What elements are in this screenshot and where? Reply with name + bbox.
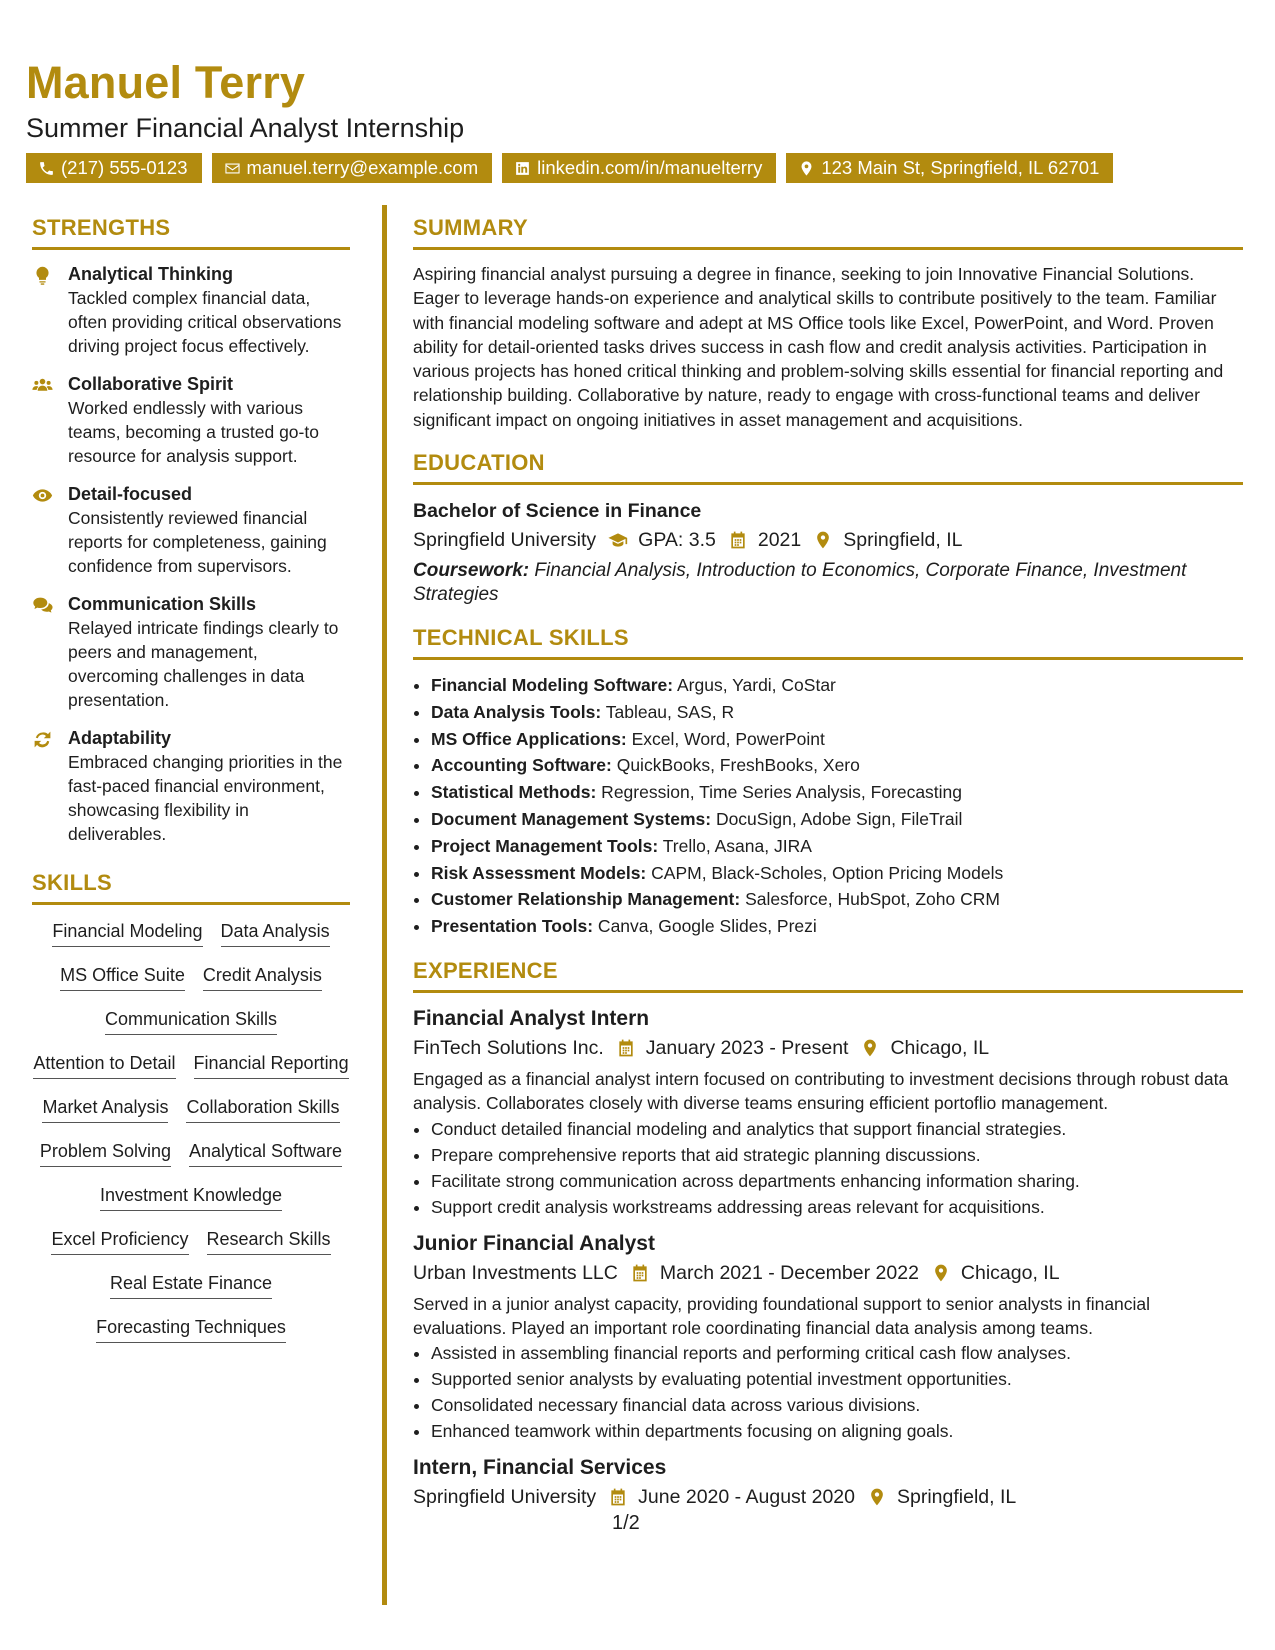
list-item (431, 752, 1243, 779)
skill-tag: Financial Modeling (52, 919, 202, 947)
calendar-icon (728, 530, 748, 550)
sync-icon (32, 729, 53, 750)
job-dates: June 2020 - August 2020 (638, 1486, 855, 1509)
target-position: Summer Financial Analyst Internship (26, 112, 465, 143)
strength-desc: Embraced changing priorities in the fast-paced financial environment, showcasing flexibility in deliverables. (68, 752, 343, 844)
tech-value: QuickBooks, FreshBooks, Xero (611, 755, 860, 776)
job-entry (413, 1230, 1243, 1445)
strength-desc: Tackled complex financial data, often providing critical observations driving project focus effectively. (68, 288, 342, 356)
strength-desc: Worked endlessly with various teams, becoming a trusted go-to resource for analysis support. (68, 398, 319, 466)
coursework (413, 559, 1243, 607)
skill-tag: Analytical Software (189, 1139, 342, 1167)
experience-section (413, 958, 1243, 1512)
tech-value: Regression, Time Series Analysis, Forecasting (596, 782, 963, 803)
strengths-heading: STRENGTHS (32, 215, 171, 240)
tech-label: Project Management Tools: (431, 835, 659, 856)
comments-icon (32, 595, 53, 616)
technical-skills-heading: TECHNICAL SKILLS (413, 625, 629, 651)
linkedin-text: linkedin.com/in/manuelterry (537, 157, 763, 179)
list-item (431, 913, 1243, 940)
eye-icon (32, 485, 53, 506)
job-entry (413, 1005, 1243, 1220)
list-item (431, 779, 1243, 806)
section-rule (32, 247, 350, 250)
envelope-icon (224, 160, 241, 177)
linkedin-icon (514, 160, 531, 177)
experience-heading: EXPERIENCE (413, 958, 558, 984)
address-text: 123 Main St, Springfield, IL 62701 (821, 157, 1100, 179)
skill-tag: Problem Solving (40, 1139, 171, 1167)
strength-item (32, 592, 350, 712)
section-rule (413, 657, 1243, 660)
skill-tag: Excel Proficiency (51, 1227, 188, 1255)
skills-section (32, 870, 350, 1343)
list-item: • Supported senior analysts by evaluating potential investment opportunities. (431, 1366, 1243, 1392)
contact-address[interactable] (786, 153, 1113, 183)
skill-tag: Forecasting Techniques (96, 1315, 286, 1343)
company-name: Springfield University (413, 1486, 597, 1509)
strength-title: Detail-focused (68, 484, 193, 504)
list-item: • Facilitate strong communication across departments enhancing information sharing. (431, 1168, 1243, 1194)
technical-skills-list (413, 672, 1243, 940)
list-item (431, 886, 1243, 913)
job-bullets (413, 1340, 1243, 1444)
tech-value: Tableau, SAS, R (601, 701, 735, 722)
tech-label: Customer Relationship Management: (431, 889, 741, 910)
location-pin-icon (860, 1038, 880, 1058)
skills-list (32, 917, 350, 1343)
skill-tag: Real Estate Finance (110, 1271, 272, 1299)
job-bullets (413, 1116, 1243, 1220)
right-column (413, 215, 1243, 1530)
column-divider (382, 205, 387, 1605)
job-title: Junior Financial Analyst (413, 1231, 655, 1255)
company-name: FinTech Solutions Inc. (413, 1037, 604, 1060)
skill-tag: Credit Analysis (203, 963, 322, 991)
lightbulb-icon (32, 265, 53, 286)
coursework-label: Coursework: (413, 560, 530, 582)
tech-label: Presentation Tools: (431, 916, 594, 937)
tech-label: Risk Assessment Models: (431, 862, 647, 883)
tech-label: Data Analysis Tools: (431, 701, 602, 722)
list-item (431, 699, 1243, 726)
summary-section (413, 215, 1243, 432)
strength-item (32, 726, 350, 846)
contact-phone[interactable] (26, 153, 202, 183)
skill-tag: MS Office Suite (60, 963, 185, 991)
list-item (431, 860, 1243, 887)
strength-title: Adaptability (68, 728, 172, 748)
skill-tag: Communication Skills (105, 1007, 277, 1035)
job-dates: March 2021 - December 2022 (659, 1261, 919, 1284)
skill-tag: Collaboration Skills (186, 1095, 339, 1123)
skill-tag: Attention to Detail (33, 1051, 175, 1079)
tech-value: Canva, Google Slides, Prezi (593, 916, 817, 937)
skills-heading: SKILLS (32, 870, 113, 895)
school-location: Springfield, IL (843, 529, 963, 552)
education-heading: EDUCATION (413, 450, 545, 476)
list-item: • Support credit analysis workstreams addressing areas relevant for acquisitions. (431, 1194, 1243, 1220)
page-number: 1/2 (612, 1512, 640, 1534)
users-icon (32, 375, 53, 396)
phone-icon (38, 160, 55, 177)
strength-title: Collaborative Spirit (68, 374, 234, 394)
job-location: Springfield, IL (897, 1486, 1017, 1509)
location-pin-icon (931, 1263, 951, 1283)
location-pin-icon (867, 1487, 887, 1507)
strength-title: Communication Skills (68, 594, 257, 614)
strength-item (32, 372, 350, 468)
list-item (431, 726, 1243, 753)
phone-text: (217) 555-0123 (61, 157, 188, 179)
company-name: Urban Investments LLC (413, 1261, 618, 1284)
graduation-year: 2021 (757, 529, 802, 552)
list-item: • Conduct detailed financial modeling and analytics that support financial strategies. (431, 1116, 1243, 1142)
skill-tag: Investment Knowledge (100, 1183, 282, 1211)
tech-value: Argus, Yardi, CoStar (673, 675, 836, 696)
job-location: Chicago, IL (960, 1261, 1060, 1284)
job-description: Served in a junior analyst capacity, providing foundational support to senior analysts in financial evaluations. Played an important role coordinating financial data analysis among teams. (413, 1293, 1151, 1338)
calendar-icon (608, 1487, 628, 1507)
school-name: Springfield University (413, 529, 597, 552)
tech-value: Salesforce, HubSpot, Zoho CRM (740, 889, 1000, 910)
technical-skills-section (413, 625, 1243, 940)
strength-item (32, 482, 350, 578)
tech-label: Statistical Methods: (431, 782, 597, 803)
list-item (431, 833, 1243, 860)
list-item: • Consolidated necessary financial data across various divisions. (431, 1392, 1243, 1418)
job-meta (413, 1258, 1243, 1288)
skill-tag: Financial Reporting (194, 1051, 349, 1079)
section-rule (413, 247, 1243, 250)
job-dates: January 2023 - Present (645, 1037, 849, 1060)
skill-tag: Market Analysis (42, 1095, 168, 1123)
job-title: Intern, Financial Services (413, 1456, 667, 1480)
location-pin-icon (798, 160, 815, 177)
education-meta (413, 525, 1243, 555)
tech-label: MS Office Applications: (431, 728, 627, 749)
strength-desc: Consistently reviewed financial reports for completeness, gaining confidence from supervisors. (68, 508, 327, 576)
tech-label: Financial Modeling Software: (431, 675, 674, 696)
gpa: GPA: 3.5 (638, 529, 716, 552)
left-column (32, 215, 350, 1343)
calendar-icon (616, 1038, 636, 1058)
graduation-cap-icon (608, 530, 628, 550)
strength-title: Analytical Thinking (68, 264, 234, 284)
list-item: • Assisted in assembling financial reports and performing critical cash flow analyses. (431, 1340, 1243, 1366)
tech-value: DocuSign, Adobe Sign, FileTrail (711, 809, 963, 830)
contact-email[interactable] (212, 153, 493, 183)
calendar-icon (630, 1263, 650, 1283)
job-entry (413, 1454, 1243, 1512)
list-item (431, 806, 1243, 833)
list-item: • Enhanced teamwork within departments focusing on aligning goals. (431, 1418, 1243, 1444)
contact-linkedin[interactable] (502, 153, 776, 183)
job-title: Financial Analyst Intern (413, 1007, 650, 1031)
education-section (413, 450, 1243, 607)
resume-header (26, 58, 1246, 183)
section-rule (413, 482, 1243, 485)
coursework-list: Financial Analysis, Introduction to Economics, Corporate Finance, Investment Strategies (413, 560, 1187, 606)
section-rule (413, 990, 1243, 993)
list-item: • Prepare comprehensive reports that aid strategic planning discussions. (431, 1142, 1243, 1168)
tech-value: Excel, Word, PowerPoint (626, 728, 825, 749)
contact-bar (26, 153, 1246, 183)
summary-heading: SUMMARY (413, 215, 528, 240)
job-location: Chicago, IL (890, 1037, 990, 1060)
email-text: manuel.terry@example.com (246, 157, 479, 179)
tech-label: Document Management Systems: (431, 809, 712, 830)
summary-text: Aspiring financial analyst pursuing a degree in finance, seeking to join Innovative Financial Solutions. Eager to leverage hands-on experience and analytical skills to contribute positively to the team. Familiar with financial modeling software and adept at MS Office tools like Excel, PowerPoint, and Word. Proven ability for detail-oriented tasks drives success in cash flow and credit analysis activities. Participation in various projects has honed critical thinking and problem-solving skills essential for financial reporting and relationship building. Collaborative by nature, ready to engage with cross-functional teams and deliver significant impact on ongoing initiatives in asset management and acquisitions. (413, 264, 1224, 430)
job-meta (413, 1033, 1243, 1063)
strengths-section (32, 215, 350, 846)
tech-value: CAPM, Black-Scholes, Option Pricing Models (646, 862, 1004, 883)
job-description: Engaged as a financial analyst intern focused on contributing to investment decisions through robust data analysis. Collaborates closely with diverse teams ensuring efficient portoflio management. (413, 1069, 1229, 1114)
location-pin-icon (813, 530, 833, 550)
strength-item (32, 262, 350, 358)
degree-name: Bachelor of Science in Finance (413, 500, 702, 523)
list-item (431, 672, 1243, 699)
skill-tag: Data Analysis (221, 919, 330, 947)
skill-tag: Research Skills (207, 1227, 331, 1255)
section-rule (32, 902, 350, 905)
candidate-name: Manuel Terry (26, 57, 306, 108)
job-meta (413, 1482, 1243, 1512)
tech-label: Accounting Software: (431, 755, 612, 776)
strength-desc: Relayed intricate findings clearly to peers and management, overcoming challenges in data presentation. (68, 618, 339, 710)
tech-value: Trello, Asana, JIRA (658, 835, 812, 856)
